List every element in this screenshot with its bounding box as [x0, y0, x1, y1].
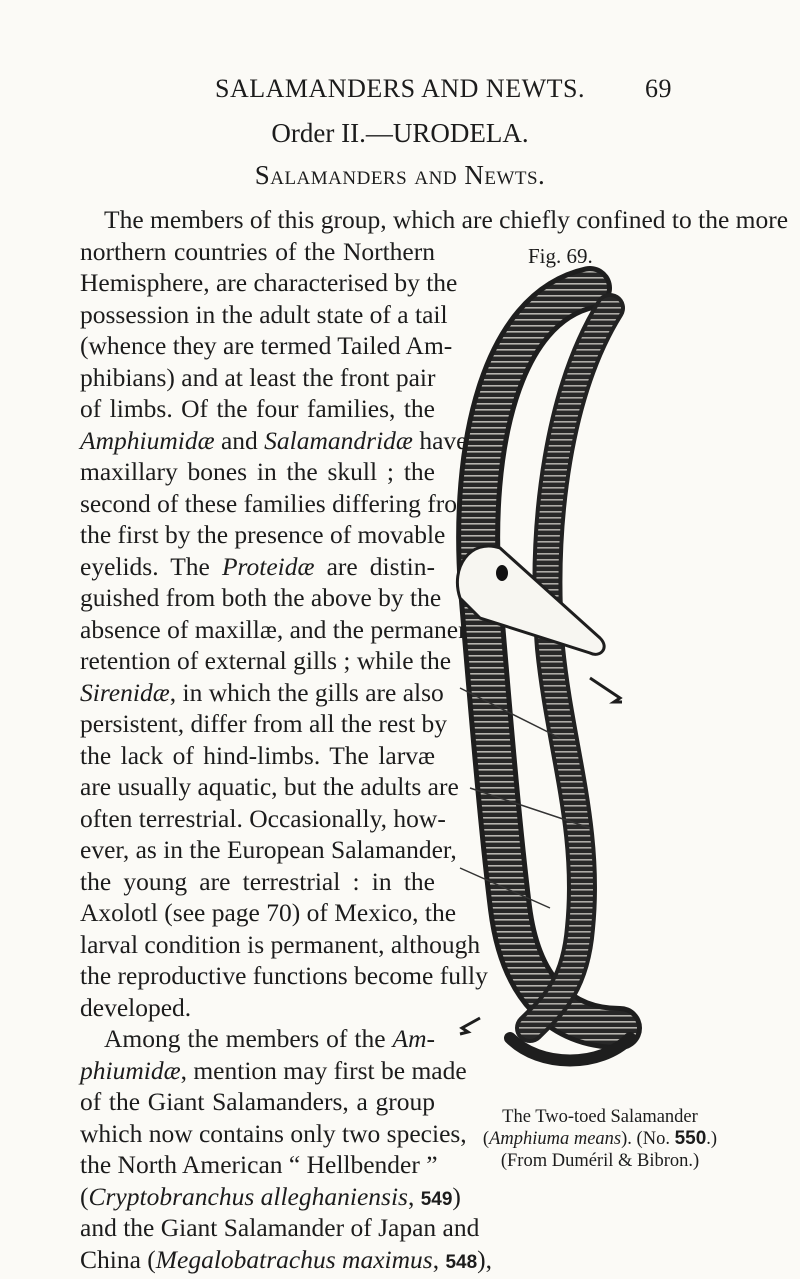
text-run: Among the members of the	[104, 1024, 393, 1053]
paragraph-line: phibians) and at least the front pair	[80, 363, 436, 392]
paragraph-line: guished from both the above by the	[80, 583, 442, 612]
paragraph-line	[80, 1244, 493, 1274]
text-run: and	[214, 426, 265, 455]
paragraph-line: the young are terrestrial : in the	[80, 867, 435, 896]
page-number: 69	[645, 74, 672, 103]
taxon-name: Cryptobranchus alleghaniensis	[88, 1182, 408, 1211]
text-run: .)	[706, 1129, 718, 1149]
paragraph-line	[80, 551, 435, 583]
section-subtitle: Salamanders and Newts.	[254, 160, 546, 190]
order-title: Order II.—URODELA.	[271, 118, 529, 148]
running-title: SALAMANDERS AND NEWTS.	[215, 74, 585, 103]
paragraph-line	[80, 1181, 461, 1213]
taxon-name: Sirenidæ	[80, 678, 170, 707]
eye-icon	[496, 565, 508, 581]
text-run: ,	[432, 1245, 446, 1274]
paragraph-line: and the Giant Salamander of Japan and	[80, 1213, 480, 1242]
paragraph-line	[80, 677, 444, 709]
caption-line: The Two-toed Salamander	[502, 1107, 698, 1127]
paragraph-line: persistent, differ from all the rest by	[80, 709, 448, 738]
text-run: China (	[80, 1245, 156, 1274]
figure-label: Fig. 69.	[528, 244, 593, 268]
taxon-name: Am-	[392, 1024, 435, 1053]
running-header	[0, 70, 800, 110]
specimen-number: 549	[420, 1189, 453, 1210]
paragraph-line	[80, 425, 468, 457]
paragraph-line: of limbs. Of the four families, the	[80, 394, 435, 423]
paragraph-line: the North American “ Hellbender ”	[80, 1150, 438, 1179]
paragraph-line: retention of external gills ; while the	[80, 646, 452, 675]
text-run: )	[452, 1182, 461, 1211]
paragraph-line: northern countries of the Northern	[80, 237, 435, 266]
paragraph-line: ever, as in the European Salamander,	[80, 835, 457, 864]
salamander-illustration	[440, 268, 650, 1088]
caption-line	[465, 1128, 735, 1150]
paragraph-line: The members of this group, which are chiefly confined to the more	[104, 205, 789, 234]
text-run: (	[482, 1129, 490, 1149]
text-run: ),	[477, 1245, 493, 1274]
taxon-name: Proteidæ	[221, 552, 315, 581]
paragraph-line: second of these families differing from	[80, 489, 477, 518]
taxon-name: phiumidæ	[80, 1056, 181, 1085]
taxon-name: Amphiumidæ	[80, 426, 215, 455]
taxon-name: Salamandridæ	[264, 426, 413, 455]
taxon-name: Megalobatrachus maximus	[155, 1245, 433, 1274]
specimen-number: 550	[674, 1128, 707, 1149]
text-run: are distin-	[314, 552, 435, 581]
paragraph-line: developed.	[80, 993, 192, 1022]
text-run: , mention may first be made	[180, 1056, 467, 1085]
specimen-number: 548	[445, 1252, 478, 1273]
paragraph-line: Axolotl (see page 70) of Mexico, the	[80, 898, 457, 927]
text-run: ,	[407, 1182, 421, 1211]
text-run: , in which the gills are also	[169, 678, 444, 707]
paragraph-line: often terrestrial. Occasionally, how-	[80, 804, 446, 833]
paragraph-line	[80, 1055, 467, 1087]
paragraph-line: the lack of hind-limbs. The larvæ	[80, 741, 435, 770]
paragraph-line: absence of maxillæ, and the permanent	[80, 615, 478, 644]
paragraph-line: (whence they are termed Tailed Am-	[80, 331, 453, 360]
hind-limb	[460, 1018, 480, 1034]
paragraph-line: the reproductive functions become fully	[80, 961, 488, 990]
text-run: have	[412, 426, 468, 455]
paragraph-line: Hemisphere, are characterised by the	[80, 268, 458, 297]
paragraph-line: possession in the adult state of a tail	[80, 300, 448, 329]
front-limb	[590, 678, 622, 702]
text-run: (	[80, 1182, 89, 1211]
figure-caption	[465, 1106, 735, 1172]
taxon-name: Amphiuma means	[489, 1129, 622, 1149]
caption-line: (From Duméril & Bibron.)	[500, 1151, 700, 1171]
text-run: ). (No.	[621, 1129, 675, 1149]
paragraph-line: of the Giant Salamanders, a group	[80, 1087, 435, 1116]
paragraph-line: are usually aquatic, but the adults are	[80, 772, 459, 801]
paragraph-line: larval condition is permanent, although	[80, 930, 481, 959]
paragraph-line: the first by the presence of movable	[80, 520, 446, 549]
paragraph-line	[104, 1023, 435, 1055]
paragraph-line: maxillary bones in the skull ; the	[80, 457, 435, 486]
text-run: eyelids. The	[80, 552, 222, 581]
paragraph-line: which now contains only two species,	[80, 1119, 467, 1148]
